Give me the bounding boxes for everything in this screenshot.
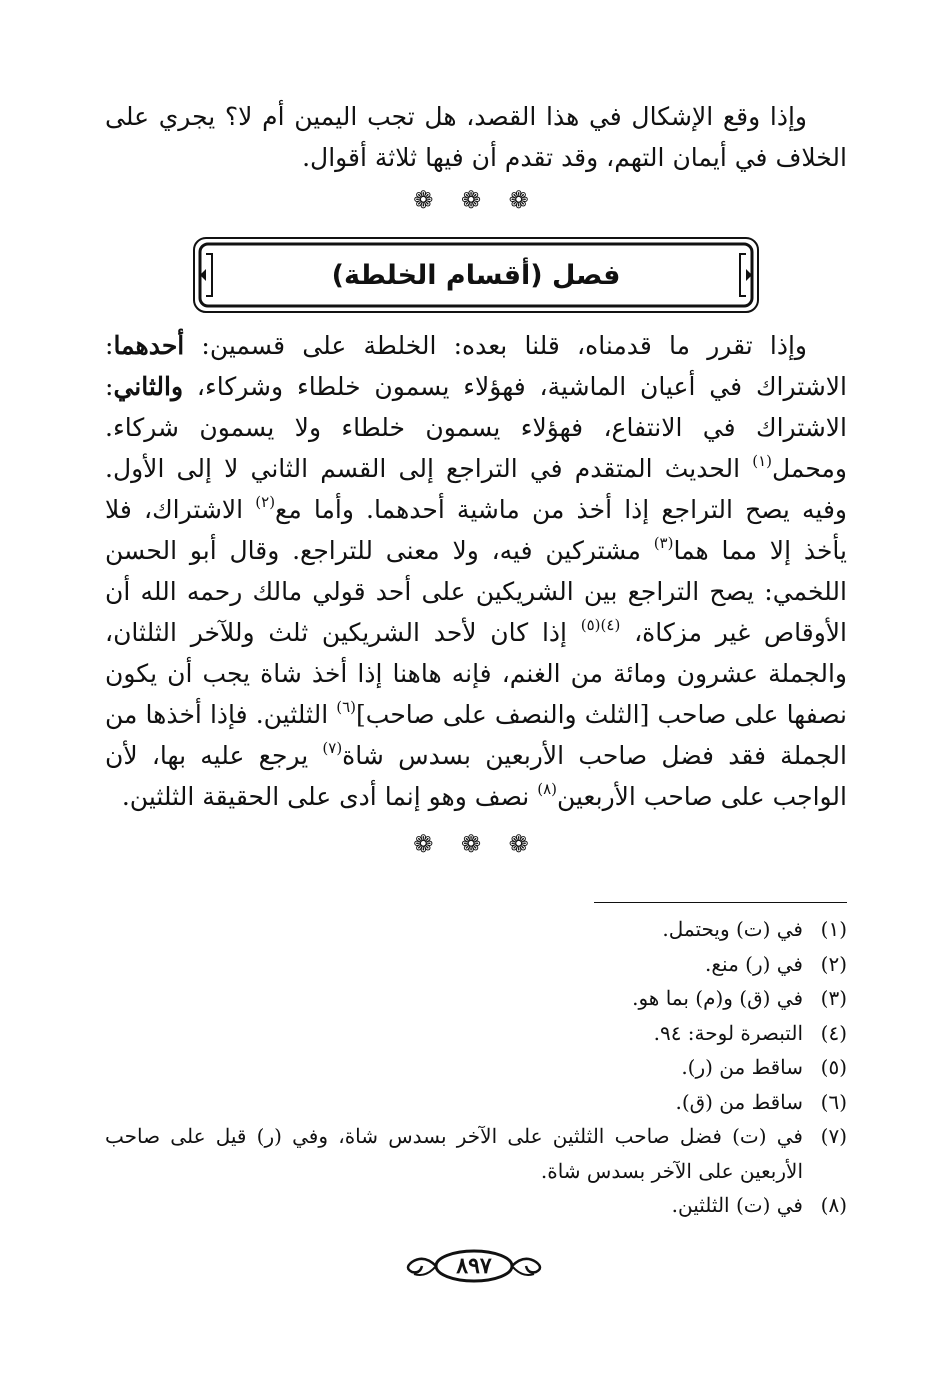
footnote-text: في (ر) منع. — [705, 951, 803, 976]
footnote-ref-3[interactable]: (٣) — [653, 534, 674, 552]
term-ahaduhuma: أحدهما — [113, 331, 185, 360]
page-number-ornament — [398, 1244, 550, 1288]
footnote-ref-7[interactable]: (٧) — [322, 739, 343, 757]
footnote-ref-8[interactable]: (٨) — [537, 780, 557, 798]
footnote-ref-2[interactable]: (٢) — [255, 493, 276, 511]
footnote-text: في (ق) و(م) بما هو. — [632, 986, 803, 1010]
text-run: يرجع عليه بها، لأن الواجب على صاحب الأربعين — [105, 741, 847, 811]
footnote-ref-1[interactable]: (١) — [752, 452, 772, 470]
term-wathani: والثاني — [113, 372, 184, 401]
text-run: : الاشتراك في أعيان الماشية، فهؤلاء يسمون خلطاء وشركاء، — [105, 331, 847, 401]
footnote-text: ساقط من (ق). — [675, 1089, 803, 1114]
section-heading-frame — [192, 236, 760, 314]
text-run: الاشتراك، فلا يأخذ إلا مما هما — [105, 495, 847, 565]
text-run: نصف وهو إنما أدى على الحقيقة الثلثين. — [121, 782, 538, 811]
footnote-item — [105, 1016, 847, 1051]
footnote-number: (٢) — [820, 951, 847, 976]
footnote-text: التبصرة لوحة: ٩٤. — [653, 1020, 803, 1045]
footnote-item — [105, 947, 847, 982]
text-run: وإذا تقرر ما قدمناه، قلنا بعده: الخلطة على قسمين: — [184, 331, 807, 360]
intro-text: وإذا وقع الإشكال في هذا القصد، هل تجب اليمين أم لا؟ يجري على الخلاف في أيمان التهم، وقد تقدم أن فيها ثلاثة أقوال. — [105, 102, 847, 172]
footnote-item — [105, 1085, 847, 1120]
footnote-number: (٧) — [820, 1124, 847, 1148]
footnote-text: في (ت) الثلثين. — [671, 1193, 803, 1217]
text-run: : الاشتراك في الانتفاع، فهؤلاء يسمون خلطاء ولا يسمون شركاء. ومحمل — [105, 372, 847, 483]
footnote-item — [105, 981, 847, 1016]
footnote-item — [105, 1188, 847, 1223]
footnote-number: (٦) — [820, 1089, 847, 1114]
text-run: إذا كان لأحد الشريكين ثلث وللآخر الثلثان، والجملة عشرون ومائة من الغنم، فإنه هاهنا إذا أخذ شاة يجب أن يكون نصفها على صاحب [الثلث والنصف على صاحب] — [105, 618, 847, 729]
footnote-divider — [594, 902, 847, 903]
intro-paragraph — [105, 96, 847, 178]
footnote-number: (٣) — [820, 986, 847, 1010]
text-run: مشتركين فيه، ولا معنى للتراجع. وقال أبو الحسن اللخمي: يصح التراجع بين الشريكين على أحد قولي مالك رحمه الله أن الأوقاص غير مزكاة، — [105, 536, 847, 647]
footnotes — [105, 912, 847, 1223]
footnote-ref-6[interactable]: (٦) — [336, 698, 357, 716]
footnote-number: (٤) — [820, 1020, 847, 1045]
main-text — [105, 325, 847, 817]
footnote-text: في (ت) فضل صاحب الثلثين على الآخر بسدس شاة، وفي (ر) قيل على صاحب الأربعين على الآخر بسدس شاة. — [105, 1124, 803, 1183]
text-run: الحديث المتقدم في التراجع إلى القسم الثاني لا إلى الأول. وفيه يصح التراجع إذا أخذ من ماشية أحدهما. وأما مع — [105, 454, 847, 524]
section-heading: فصل (أقسام الخلطة) — [331, 259, 621, 291]
separator-stars: ❁ ❁ ❁ — [413, 830, 539, 858]
footnote-item — [105, 1119, 847, 1188]
footnote-text: ساقط من (ر). — [681, 1055, 803, 1079]
footnote-number: (٨) — [820, 1193, 847, 1217]
separator-stars: ❁ ❁ ❁ — [413, 186, 539, 214]
footnote-number: (٥) — [820, 1055, 847, 1079]
footnote-ref-5[interactable]: (٥) — [580, 616, 601, 634]
footnote-text: في (ت) ويحتمل. — [662, 917, 803, 941]
footnote-item — [105, 912, 847, 947]
footnote-item — [105, 1050, 847, 1085]
text-run: الثلثين. فإذا أخذها من الجملة فقد فضل صاحب الأربعين بسدس شاة — [105, 700, 847, 770]
footnote-ref-4[interactable]: (٤) — [600, 616, 621, 634]
main-paragraph — [105, 325, 847, 817]
footnote-number: (١) — [820, 917, 847, 941]
page-number: ٨٩٧ — [456, 1253, 492, 1279]
